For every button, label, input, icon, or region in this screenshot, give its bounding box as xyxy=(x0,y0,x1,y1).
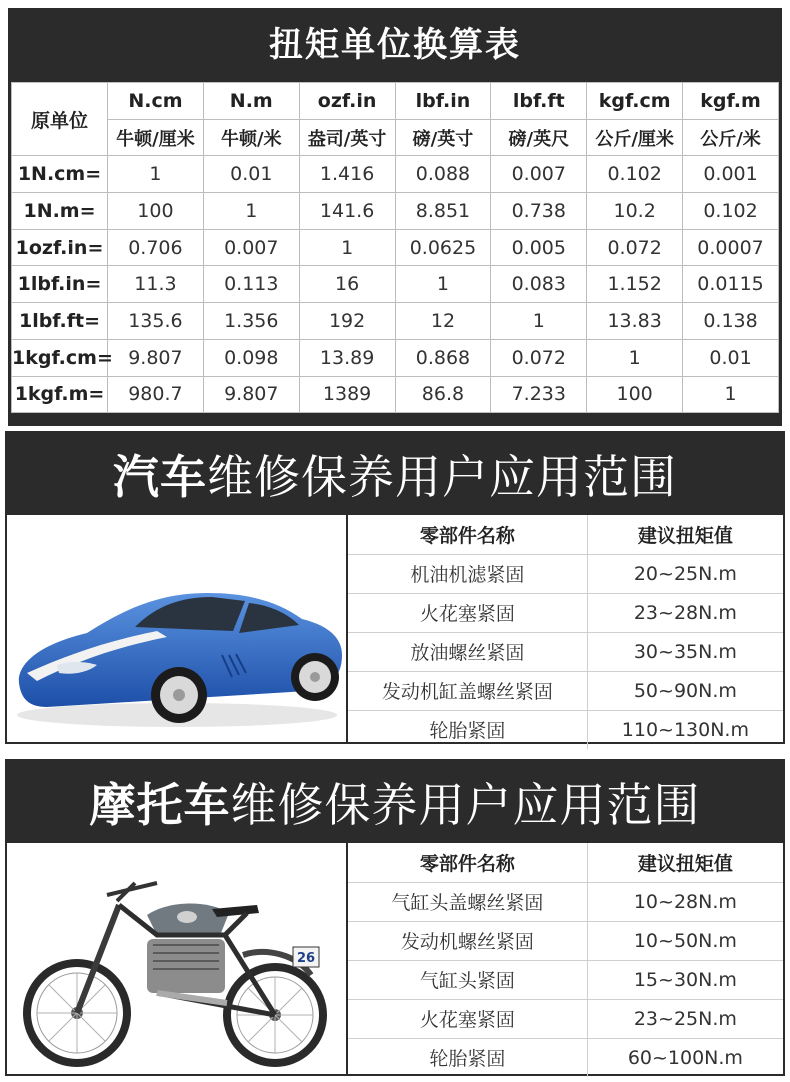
row-label: 1N.m= xyxy=(12,193,108,230)
table-header-row xyxy=(348,843,783,882)
torque-value: 10~50N.m xyxy=(587,921,783,960)
table-cell: 1.416 xyxy=(299,156,395,193)
header-part: 零部件名称 xyxy=(348,515,587,554)
car-section-title xyxy=(7,433,783,515)
part-name: 轮胎紧固 xyxy=(348,1038,587,1077)
table-row xyxy=(348,593,783,632)
table-row xyxy=(348,710,783,749)
table-cell: 1 xyxy=(203,193,299,230)
table-cell: 0.113 xyxy=(203,266,299,303)
col-unit: lbf.ft xyxy=(491,83,587,120)
table-cell: 0.01 xyxy=(203,156,299,193)
part-name: 放油螺丝紧固 xyxy=(348,632,587,671)
table-cell: 1389 xyxy=(299,376,395,413)
table-row xyxy=(348,671,783,710)
col-unit-cn: 磅/英尺 xyxy=(491,119,587,156)
table-cell: 192 xyxy=(299,303,395,340)
table-row xyxy=(348,960,783,999)
table-cell: 12 xyxy=(395,303,491,340)
table-row xyxy=(12,376,779,413)
table-cell: 9.807 xyxy=(108,339,204,376)
torque-value: 23~28N.m xyxy=(587,593,783,632)
table-cell: 0.098 xyxy=(203,339,299,376)
table-row xyxy=(348,1038,783,1077)
table-cell: 9.807 xyxy=(203,376,299,413)
plate-number: 26 xyxy=(296,951,316,966)
torque-value: 20~25N.m xyxy=(587,554,783,593)
col-unit-cn: 公斤/米 xyxy=(683,119,779,156)
motorcycle-application-section xyxy=(5,759,785,1076)
table-row xyxy=(12,266,779,303)
table-row xyxy=(348,632,783,671)
part-name: 发动机缸盖螺丝紧固 xyxy=(348,671,587,710)
part-name: 机油机滤紧固 xyxy=(348,554,587,593)
title-rest: 维修保养用户应用范围 xyxy=(230,778,701,832)
table-cell: 0.0115 xyxy=(683,266,779,303)
motorcycle-image xyxy=(7,843,348,1074)
part-name: 火花塞紧固 xyxy=(348,593,587,632)
col-unit: N.cm xyxy=(108,83,204,120)
table-header-row xyxy=(348,515,783,554)
col-unit: kgf.cm xyxy=(587,83,683,120)
row-label: 1kgf.cm= xyxy=(12,339,108,376)
torque-value: 10~28N.m xyxy=(587,882,783,921)
header-torque: 建议扭矩值 xyxy=(587,515,783,554)
col-unit-cn: 盎司/英寸 xyxy=(299,119,395,156)
table-cell: 10.2 xyxy=(587,193,683,230)
table-cell: 0.706 xyxy=(108,229,204,266)
table-cell: 11.3 xyxy=(108,266,204,303)
torque-conversion-panel xyxy=(8,8,782,426)
col-unit: N.m xyxy=(203,83,299,120)
table-row xyxy=(12,156,779,193)
table-row xyxy=(12,229,779,266)
corner-label: 原单位 xyxy=(12,83,108,156)
col-unit-cn: 公斤/厘米 xyxy=(587,119,683,156)
title-emphasis: 汽车 xyxy=(113,450,207,504)
table-cell: 1 xyxy=(395,266,491,303)
torque-value: 23~25N.m xyxy=(587,999,783,1038)
part-name: 火花塞紧固 xyxy=(348,999,587,1038)
table-cell: 0.0625 xyxy=(395,229,491,266)
table-cell: 135.6 xyxy=(108,303,204,340)
table-cell: 141.6 xyxy=(299,193,395,230)
table-cell: 86.8 xyxy=(395,376,491,413)
table-cell: 0.007 xyxy=(491,156,587,193)
unit-cn-row xyxy=(12,119,779,156)
sports-car-icon xyxy=(7,515,348,742)
header-part: 零部件名称 xyxy=(348,843,587,882)
motorcycle-icon xyxy=(7,843,348,1074)
table-cell: 16 xyxy=(299,266,395,303)
table-cell: 8.851 xyxy=(395,193,491,230)
table-cell: 0.072 xyxy=(491,339,587,376)
col-unit-cn: 牛顿/厘米 xyxy=(108,119,204,156)
torque-value: 50~90N.m xyxy=(587,671,783,710)
torque-value: 30~35N.m xyxy=(587,632,783,671)
col-unit-cn: 磅/英寸 xyxy=(395,119,491,156)
table-cell: 7.233 xyxy=(491,376,587,413)
table-cell: 0.01 xyxy=(683,339,779,376)
table-cell: 1 xyxy=(108,156,204,193)
row-label: 1kgf.m= xyxy=(12,376,108,413)
table-cell: 0.001 xyxy=(683,156,779,193)
title-rest: 维修保养用户应用范围 xyxy=(207,450,677,504)
table-row xyxy=(12,193,779,230)
table-cell: 1 xyxy=(683,376,779,413)
table-row xyxy=(348,882,783,921)
moto-section-title xyxy=(7,761,783,843)
car-torque-table xyxy=(348,515,783,742)
table-cell: 1 xyxy=(299,229,395,266)
col-unit: lbf.in xyxy=(395,83,491,120)
table-cell: 1 xyxy=(491,303,587,340)
table-cell: 0.738 xyxy=(491,193,587,230)
table-cell: 0.0007 xyxy=(683,229,779,266)
conversion-table xyxy=(11,82,779,413)
table-cell: 100 xyxy=(587,376,683,413)
table-cell: 0.088 xyxy=(395,156,491,193)
table-row xyxy=(12,303,779,340)
part-name: 气缸头紧固 xyxy=(348,960,587,999)
row-label: 1N.cm= xyxy=(12,156,108,193)
table-cell: 1.356 xyxy=(203,303,299,340)
table-row xyxy=(348,554,783,593)
header-torque: 建议扭矩值 xyxy=(587,843,783,882)
table-cell: 1 xyxy=(587,339,683,376)
car-application-section xyxy=(5,431,785,744)
table-cell: 0.102 xyxy=(683,193,779,230)
title-emphasis: 摩托车 xyxy=(89,778,231,832)
table-cell: 100 xyxy=(108,193,204,230)
torque-value: 60~100N.m xyxy=(627,1046,743,1069)
table-cell: 0.138 xyxy=(683,303,779,340)
table-row xyxy=(12,339,779,376)
table-cell: 1.152 xyxy=(587,266,683,303)
row-label: 1lbf.ft= xyxy=(12,303,108,340)
row-label: 1ozf.in= xyxy=(12,229,108,266)
unit-header-row xyxy=(12,83,779,120)
table-cell: 0.083 xyxy=(491,266,587,303)
torque-value: 110~130N.m xyxy=(621,718,749,741)
table-row xyxy=(348,999,783,1038)
col-unit: kgf.m xyxy=(683,83,779,120)
table-cell: 0.102 xyxy=(587,156,683,193)
table-cell: 0.868 xyxy=(395,339,491,376)
table-cell: 13.89 xyxy=(299,339,395,376)
part-name: 轮胎紧固 xyxy=(348,710,587,749)
table-row xyxy=(348,921,783,960)
col-unit: ozf.in xyxy=(299,83,395,120)
row-label: 1lbf.in= xyxy=(12,266,108,303)
table-cell: 0.005 xyxy=(491,229,587,266)
conversion-title: 扭矩单位换算表 xyxy=(269,25,521,65)
table-cell: 0.007 xyxy=(203,229,299,266)
table-cell: 13.83 xyxy=(587,303,683,340)
part-name: 气缸头盖螺丝紧固 xyxy=(348,882,587,921)
table-cell: 0.072 xyxy=(587,229,683,266)
car-image xyxy=(7,515,348,742)
part-name: 发动机螺丝紧固 xyxy=(348,921,587,960)
col-unit-cn: 牛顿/米 xyxy=(203,119,299,156)
table-cell: 980.7 xyxy=(108,376,204,413)
moto-torque-table xyxy=(348,843,783,1074)
torque-value: 15~30N.m xyxy=(587,960,783,999)
